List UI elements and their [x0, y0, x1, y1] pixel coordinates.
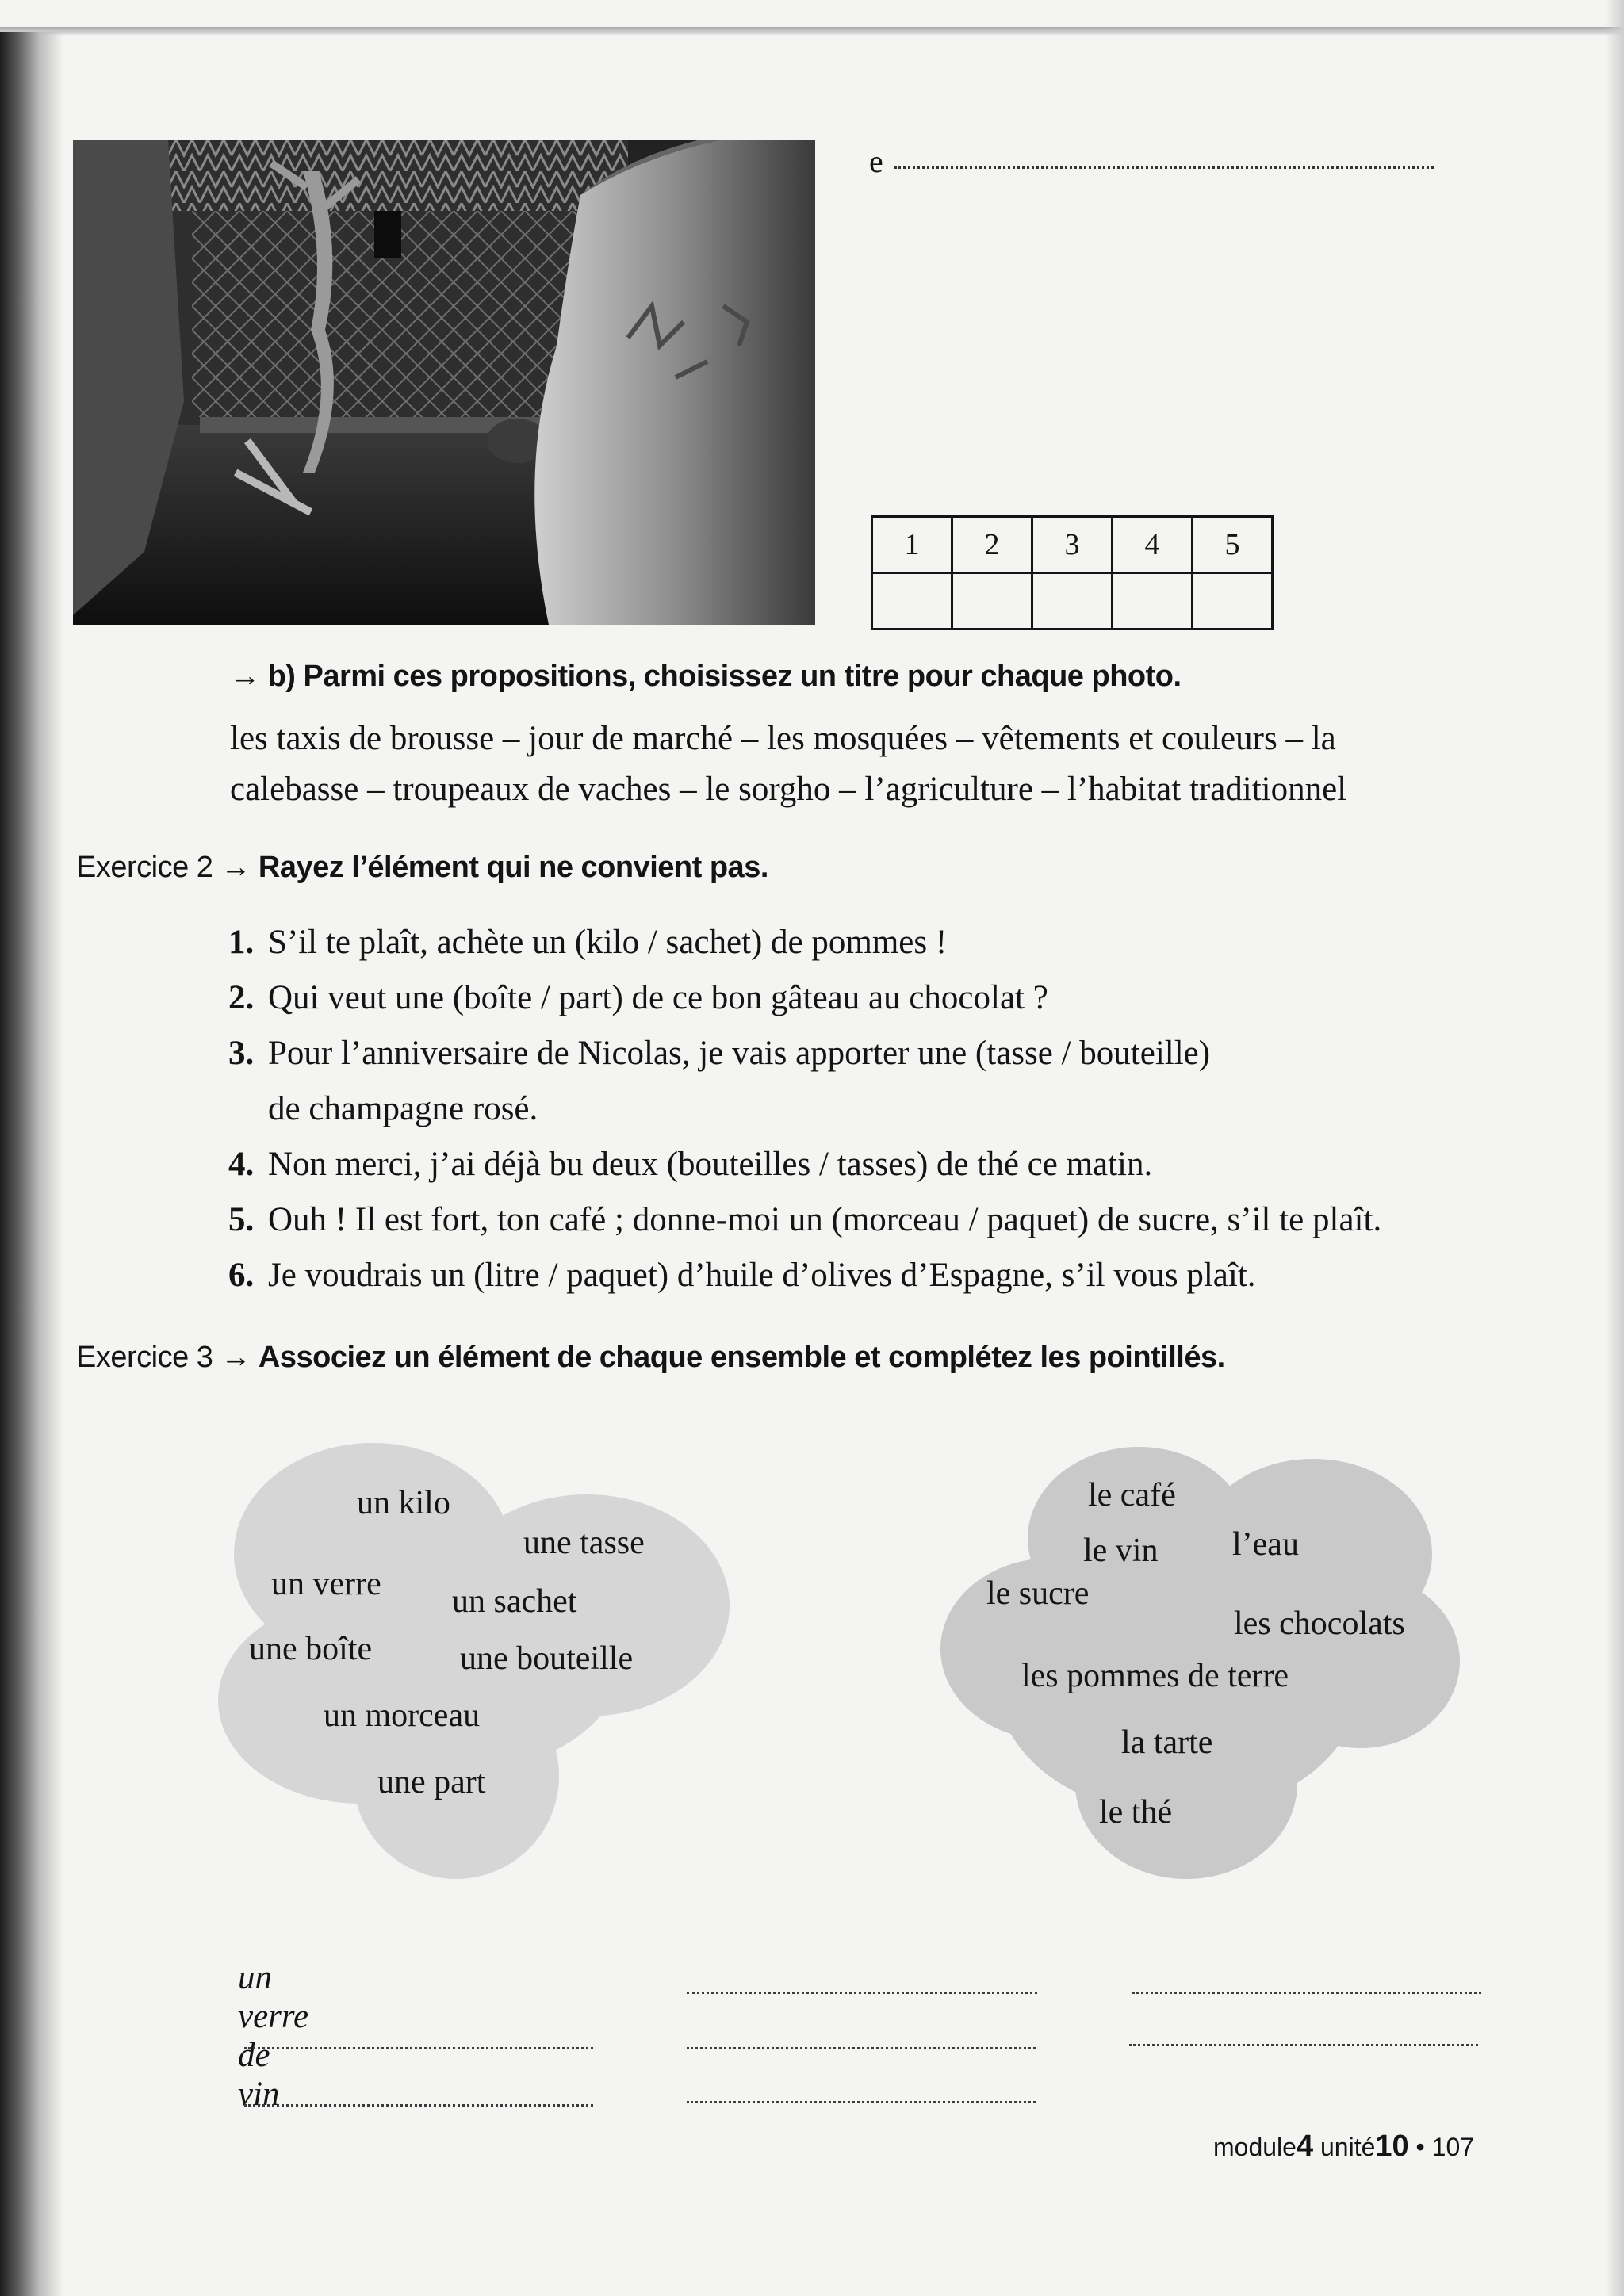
item-text-continued: de champagne rosé. [268, 1090, 538, 1127]
grid-answer-row [872, 573, 1273, 629]
page-edge-shadow [1605, 0, 1624, 2296]
item-number: 5. [228, 1201, 255, 1238]
module-number: 4 [1296, 2130, 1314, 2163]
item-number: 1. [228, 924, 255, 961]
unit-number: 10 [1375, 2130, 1409, 2163]
exercise-label: Exercice 3 [76, 1341, 213, 1374]
grid-header-cell: 5 [1193, 517, 1273, 573]
title-propositions [230, 714, 1467, 815]
propositions-line-2: calebasse – troupeaux de vaches – le sorgho – l’agriculture – l’habitat traditionnel [230, 771, 1347, 808]
module-label: module [1213, 2133, 1297, 2161]
answer-line[interactable] [244, 2104, 593, 2107]
container-word[interactable]: un morceau [324, 1697, 481, 1734]
exercise-instruction: Associez un élément de chaque ensemble et complétez les pointillés. [258, 1341, 1225, 1374]
arrow-icon: → [220, 851, 251, 884]
container-word[interactable]: une boîte [249, 1631, 373, 1667]
answer-letter-e: e [869, 144, 883, 179]
item-text[interactable]: Qui veut une (boîte / part) de ce bon gâteau au chocolat ? [268, 979, 1048, 1016]
item-text[interactable]: S’il te plaît, achète un (kilo / sachet) de pommes ! [268, 924, 948, 961]
grid-header-cell: 2 [952, 517, 1032, 573]
content-word[interactable]: le thé [1099, 1794, 1173, 1831]
exercise-item [228, 1026, 1513, 1137]
grid-header-cell: 1 [872, 517, 952, 573]
exercise-label: Exercice 2 [76, 851, 213, 884]
exercise-instruction: Rayez l’élément qui ne convient pas. [258, 851, 768, 884]
answer-line[interactable] [687, 2101, 1036, 2103]
exercise-3-heading [76, 1340, 1225, 1375]
exercise-2-items [228, 915, 1513, 1303]
item-text[interactable]: Ouh ! Il est fort, ton café ; donne-moi un (morceau / paquet) de sucre, s’il te plaît. [268, 1201, 1382, 1238]
item-text[interactable]: Pour l’anniversaire de Nicolas, je vais apporter une (tasse / bouteille) [268, 1035, 1211, 1072]
item-text[interactable]: Je voudrais un (litre / paquet) d’huile d’olives d’Espagne, s’il vous plaît. [268, 1257, 1256, 1294]
grid-header-cell: 4 [1113, 517, 1193, 573]
binding-shadow [0, 32, 63, 2296]
instruction-text: b) Parmi ces propositions, choisissez un titre pour chaque photo. [267, 660, 1182, 693]
page-footer [1213, 2130, 1474, 2164]
exercise-item [228, 1248, 1513, 1303]
grid-answer-cell[interactable] [1113, 573, 1193, 629]
exercise-item [228, 1192, 1513, 1248]
exercise-item [228, 915, 1513, 970]
container-word[interactable]: une bouteille [460, 1640, 634, 1677]
arrow-icon: → [230, 660, 260, 693]
separator-bullet: • [1415, 2133, 1425, 2161]
container-word[interactable]: une tasse [523, 1525, 645, 1561]
container-word[interactable]: un verre [271, 1566, 381, 1602]
content-word[interactable]: le café [1088, 1477, 1176, 1513]
top-edge-rule [0, 27, 1624, 35]
example-answer: un verre de vin [238, 1959, 309, 2113]
grid-header-row [872, 517, 1273, 573]
propositions-line-1: les taxis de brousse – jour de marché – les mosquées – vêtements et couleurs – la [230, 720, 1336, 757]
photo-answer-grid [871, 515, 1274, 630]
content-word[interactable]: la tarte [1121, 1724, 1213, 1761]
grid-answer-cell[interactable] [952, 573, 1032, 629]
content-word[interactable]: le vin [1083, 1533, 1159, 1569]
content-word[interactable]: l’eau [1232, 1526, 1299, 1563]
container-word[interactable]: un kilo [357, 1485, 450, 1521]
container-word-cloud [214, 1435, 753, 1895]
content-word[interactable]: les pommes de terre [1021, 1658, 1289, 1694]
answer-line[interactable] [244, 2047, 593, 2049]
exercise-item [228, 1137, 1513, 1192]
content-word[interactable]: les chocolats [1234, 1605, 1405, 1642]
exercise-item [228, 970, 1513, 1026]
content-word-cloud [940, 1443, 1472, 1887]
answer-line[interactable] [1132, 1992, 1481, 1994]
grid-answer-cell[interactable] [872, 573, 952, 629]
exercise-2-heading [76, 850, 768, 885]
grid-header-cell: 3 [1032, 517, 1113, 573]
dotted-line [894, 166, 1434, 169]
answer-line[interactable] [1129, 2044, 1478, 2046]
item-number: 2. [228, 979, 255, 1016]
item-number: 4. [228, 1146, 255, 1183]
answer-line[interactable] [687, 1992, 1037, 1994]
grid-answer-cell[interactable] [1193, 573, 1273, 629]
grid-answer-cell[interactable] [1032, 573, 1113, 629]
unit-label: unité [1320, 2133, 1376, 2161]
container-word[interactable]: une part [377, 1764, 486, 1800]
section-b-instruction [230, 660, 1182, 694]
village-courtyard-photo [73, 140, 815, 625]
answer-line[interactable] [687, 2047, 1036, 2049]
item-number: 6. [228, 1257, 255, 1294]
answer-line-e[interactable] [869, 143, 1440, 180]
page-number: 107 [1431, 2133, 1475, 2161]
container-word[interactable]: un sachet [452, 1583, 577, 1620]
item-text[interactable]: Non merci, j’ai déjà bu deux (bouteilles / tasses) de thé ce matin. [268, 1146, 1153, 1183]
arrow-icon: → [220, 1341, 251, 1374]
content-word[interactable]: le sucre [986, 1575, 1090, 1612]
photo-illustration [73, 140, 815, 625]
item-number: 3. [228, 1035, 255, 1072]
